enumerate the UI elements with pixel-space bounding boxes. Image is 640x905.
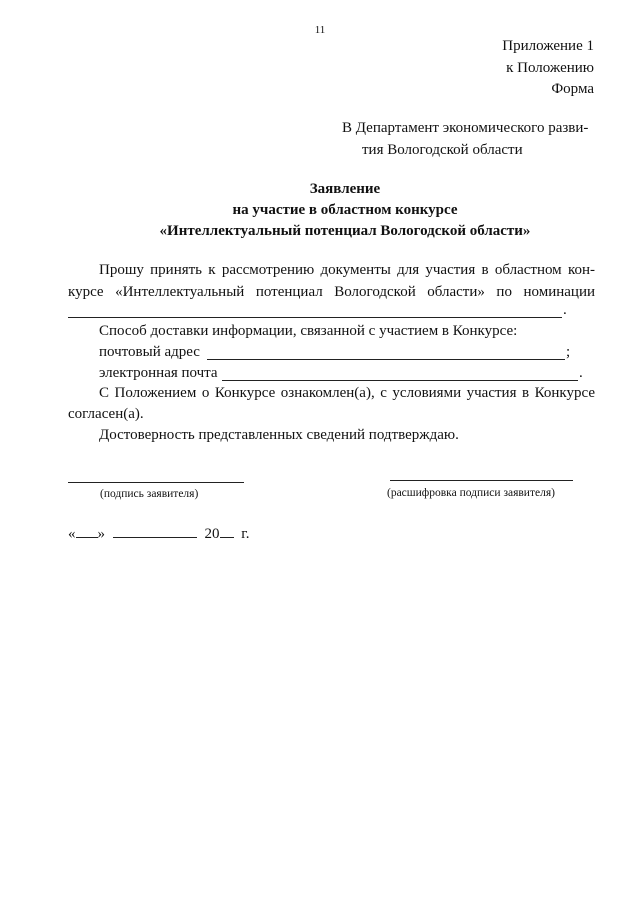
signature-field-line (68, 482, 244, 483)
postal-address-label: почтовый адрес (99, 344, 200, 360)
consent-line-1: С Положением о Конкурсе ознакомлен(а), с условиями участия в Конкурсе (99, 385, 595, 401)
email-label: электронная почта (99, 365, 218, 381)
postal-address-semicolon: ; (566, 344, 571, 360)
request-text-line-1: Прошу принять к рассмотрению документы для участия в областном кон- (99, 262, 595, 278)
postal-address-field-line (207, 359, 565, 360)
signature-caption: (подпись заявителя) (100, 488, 199, 500)
year-prefix: 20 (204, 526, 220, 542)
competition-name: «Интеллектуальный потенциал Вологодской области» (159, 223, 531, 239)
date-open-quote: « (68, 526, 76, 542)
addressee-line-1: В Департамент экономического разви- (342, 120, 589, 136)
month-field-line (113, 525, 197, 538)
year-suffix: г. (241, 526, 250, 542)
email-field-line (222, 380, 578, 381)
document-subtitle: на участие в областном конкурсе (232, 202, 458, 218)
nomination-field-line (68, 317, 562, 318)
form-label: Форма (551, 81, 594, 97)
day-field-line (76, 525, 98, 538)
document-title: Заявление (309, 181, 381, 197)
email-period: . (579, 365, 583, 381)
signature-decoding-caption: (расшифровка подписи заявителя) (387, 487, 555, 499)
date-line (68, 525, 249, 543)
signature-decoding-field-line (390, 480, 573, 481)
confirmation-text: Достоверность представленных сведений подтверждаю. (99, 427, 459, 443)
addressee-line-2: тия Вологодской области (362, 142, 523, 158)
delivery-method-label: Способ доставки информации, связанной с участием в Конкурсе: (99, 323, 518, 339)
page-number: 11 (314, 24, 326, 36)
request-text-line-2: курсе «Интеллектуальный потенциал Вологодской области» по номинации (68, 284, 595, 300)
date-close-quote: » (97, 526, 105, 542)
year-field-line (220, 525, 234, 538)
nomination-period: . (563, 302, 567, 318)
regulation-label: к Положению (506, 60, 594, 76)
consent-line-2: согласен(а). (68, 406, 144, 422)
appendix-label: Приложение 1 (502, 38, 594, 54)
